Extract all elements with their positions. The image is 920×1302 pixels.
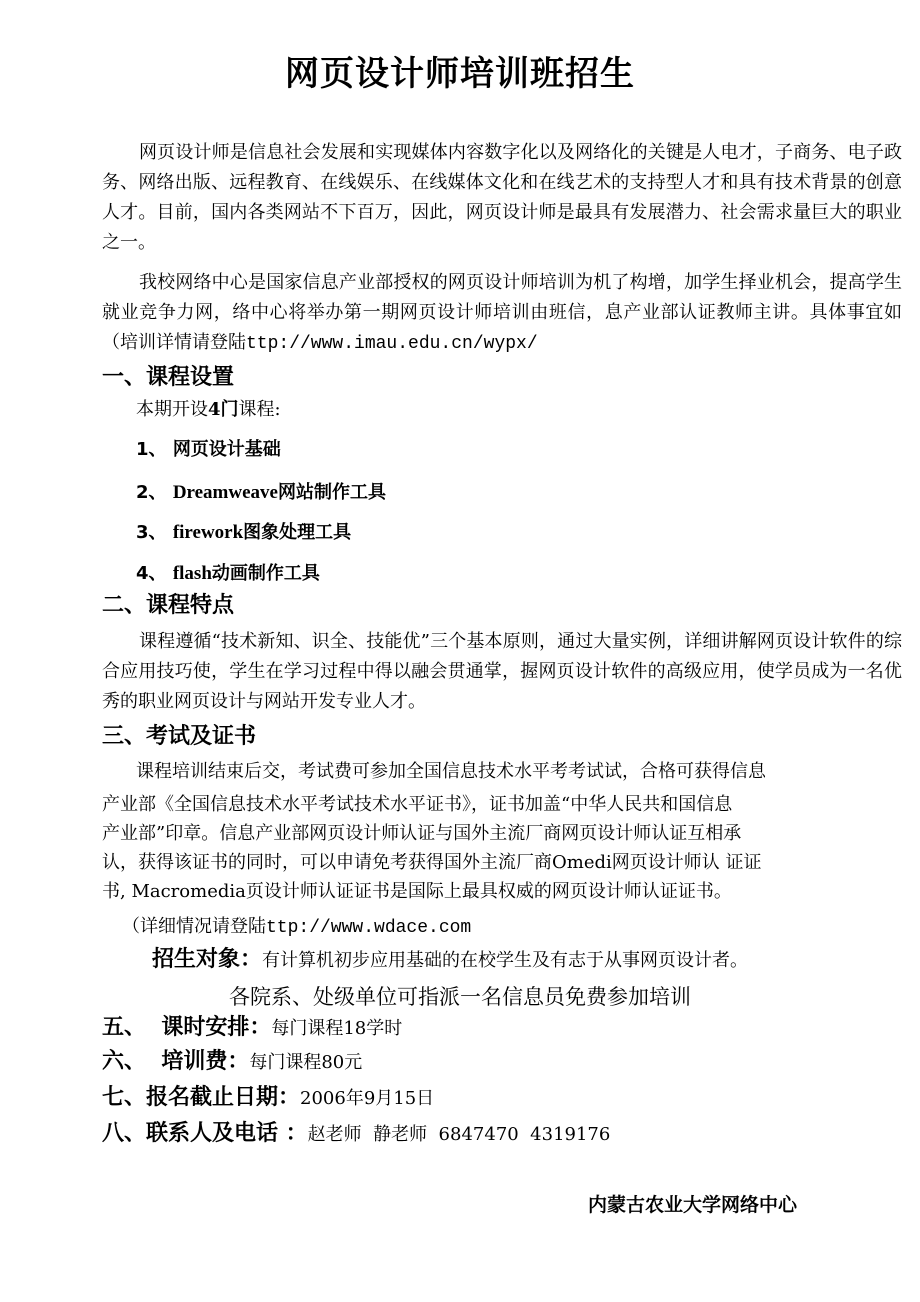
courses-count: 4门: [208, 399, 239, 420]
course-software: Dreamweave: [172, 482, 278, 503]
target-label: 招生对象：: [152, 947, 263, 972]
section-heading-courses: 一、课程设置: [102, 365, 235, 390]
deadline-label: 七、报名截止日期：: [102, 1085, 301, 1110]
course-number: 4、: [136, 563, 167, 584]
course-number: 2、: [136, 482, 167, 503]
deadline-row: [102, 1084, 434, 1113]
features-paragraph: 课程遵循“技术新知、识全、技能优”三个基本原则，通过大量实例，详细讲解网页设计软件的综合应用技巧使，学生在学习过程中得以融会贯通掌，握网页设计软件的高级应用，使学员成为一名优秀的职业网页设计与网站开发专业人才。: [102, 631, 902, 712]
target-value: 有计算机初步应用基础的在校学生及有志于从事网页设计者。: [262, 950, 749, 971]
exam-line: 认，获得该证书的同时，可以申请免考获得国外主流厂商Omedi网页设计师认 证证: [102, 852, 762, 873]
course-name: 网站制作工具: [277, 482, 386, 503]
courses-intro-prefix: 本期开设: [136, 399, 208, 420]
section-heading-exam: 三、考试及证书: [102, 724, 257, 749]
exam-details-prefix: （详细情况请登陆: [122, 916, 266, 937]
free-training-notice: 各院系、处级单位可指派一名信息员免费参加培训: [229, 985, 691, 1009]
course-software: firework: [172, 522, 244, 543]
deadline-value: 2006年9月15日: [300, 1088, 435, 1109]
schedule-label: 五、 课时安排：: [102, 1015, 272, 1040]
contact-value: 赵老师 静老师 6847470 4319176: [307, 1124, 611, 1145]
training-details-link[interactable]: ttp://www.imau.edu.cn/wypx/: [246, 334, 538, 354]
target-row: [152, 946, 748, 975]
course-item: [136, 561, 320, 587]
intro-paragraph-1: 网页设计师是信息社会发展和实现媒体内容数字化以及网络化的关键是人电才，子商务、电子政务、网络出版、远程教育、在线娱乐、在线媒体文化和在线艺术的支持型人才和具有技术背景的创意人才。目前，国内各类网站不下百万，因此，网页设计师是最具有发展潜力、社会需求量巨大的职业之一。: [102, 142, 902, 253]
course-name: 动画制作工具: [211, 563, 320, 584]
document-title: 网页设计师培训班招生: [285, 54, 635, 94]
course-name: 网页设计基础: [172, 439, 281, 460]
course-software: flash: [172, 563, 212, 584]
course-name: 图象处理工具: [243, 522, 352, 543]
fee-value: 每门课程80元: [249, 1052, 363, 1073]
exam-details-link[interactable]: ttp://www.wdace.com: [266, 918, 472, 938]
fee-label: 六、 培训费：: [102, 1049, 250, 1074]
intro-paragraph-2-text: 我校网络中心是国家信息产业部授权的网页设计师培训为机了构增，加学生择业机会，提高学生就业竞争力网，络中心将举办第一期网页设计师培训由班信，息产业部认证教师主讲。具体事宜如（培训详情请登陆: [102, 272, 902, 353]
schedule-value: 每门课程18学时: [271, 1018, 403, 1039]
contact-label: 八、联系人及电话 ：: [102, 1121, 308, 1146]
signature: 内蒙古农业大学网络中心: [588, 1194, 798, 1216]
exam-line: 课程培训结束后交，考试费可参加全国信息技术水平考考试试，合格可获得信息: [136, 761, 766, 782]
fee-row: [102, 1048, 362, 1077]
section-heading-features: 二、课程特点: [102, 593, 235, 618]
intro-paragraph-2: [102, 268, 902, 359]
course-item: [136, 520, 351, 546]
exam-line: 书, Macromedia页设计师认证证书是国际上最具权威的网页设计师认证证书。: [102, 881, 732, 902]
courses-intro: [136, 397, 281, 423]
contact-row: [102, 1120, 610, 1149]
schedule-row: [102, 1014, 402, 1043]
exam-details-line: [122, 914, 471, 941]
course-item: [136, 480, 386, 506]
courses-intro-suffix: 课程:: [238, 399, 281, 420]
course-number: 3、: [136, 522, 167, 543]
exam-line: 产业部”印章。信息产业部网页设计师认证与国外主流厂商网页设计师认证互相承: [102, 823, 742, 844]
exam-line: 产业部《全国信息技术水平考试技术水平证书》，证书加盖“中华人民共和国信息: [102, 794, 733, 815]
course-item: [136, 437, 281, 463]
exam-paragraph: [102, 757, 902, 906]
course-number: 1、: [136, 439, 167, 460]
